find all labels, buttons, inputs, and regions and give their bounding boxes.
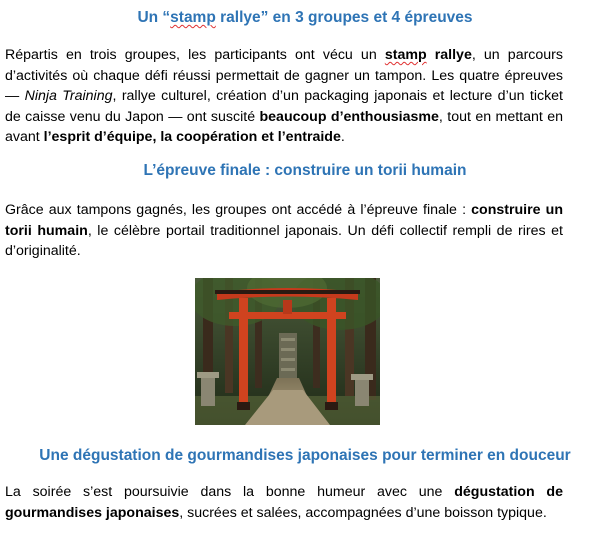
- text-run: , tout en mettant en avant: [5, 108, 564, 145]
- bold-esprit-equipe: l’esprit d’équipe, la coopération et l’entraide: [43, 129, 341, 145]
- heading-epreuve-finale: L’épreuve finale : construire un torii humain: [143, 162, 467, 179]
- bold-enthousiasme: beaucoup d’enthousiasme: [259, 108, 439, 125]
- text-run: , sucrées et salées, accompagnées d’une boisson typique.: [179, 504, 547, 521]
- text-run: , le célèbre portail traditionnel japonais. Un défi collectif rempli de rires et d’originalité.: [5, 222, 563, 259]
- heading-text-post: rallye” en 3 groupes et 4 épreuves: [215, 9, 473, 26]
- heading-stamp-rallye: [0, 9, 610, 27]
- text-run: rallye: [426, 47, 472, 63]
- bold-torii-humain: construire un torii humain: [5, 202, 563, 239]
- paragraph-stamp-rallye: [5, 45, 563, 148]
- text-run: .: [340, 129, 345, 145]
- italic-ninja-training: Ninja Training: [24, 88, 113, 104]
- heading-degustation: Une dégustation de gourmandises japonaises pour terminer en douceur: [39, 447, 571, 464]
- text-run: Grâce aux tampons gagnés, les groupes ont accédé à l’épreuve finale :: [5, 202, 472, 218]
- text-run: , rallye culturel, création d’un packaging japonais et lecture d’un ticket de caisse venu du Japon — ont suscité: [5, 88, 563, 125]
- paragraph-degustation: [5, 482, 563, 523]
- text-run: Répartis en trois groupes, les participants ont vécu un: [5, 47, 385, 63]
- spellcheck-word: stamp: [384, 47, 427, 63]
- text-run: , un parcours d’activités où chaque défi réussi permettait de gagner un tampon. Les quatre épreuves —: [5, 47, 563, 104]
- bold-stamp-rallye: [385, 47, 472, 63]
- text-run: La soirée s’est poursuivie dans la bonne humeur avec une: [5, 484, 455, 500]
- heading-text-pre: Un “: [137, 9, 171, 26]
- torii-gate-photo: [195, 278, 380, 425]
- spellcheck-word: stamp: [170, 9, 216, 26]
- bold-degustation: dégustation de gourmandises japonaises: [5, 484, 563, 521]
- paragraph-torii-humain: [5, 200, 563, 262]
- torii-gate-icon: [195, 278, 380, 425]
